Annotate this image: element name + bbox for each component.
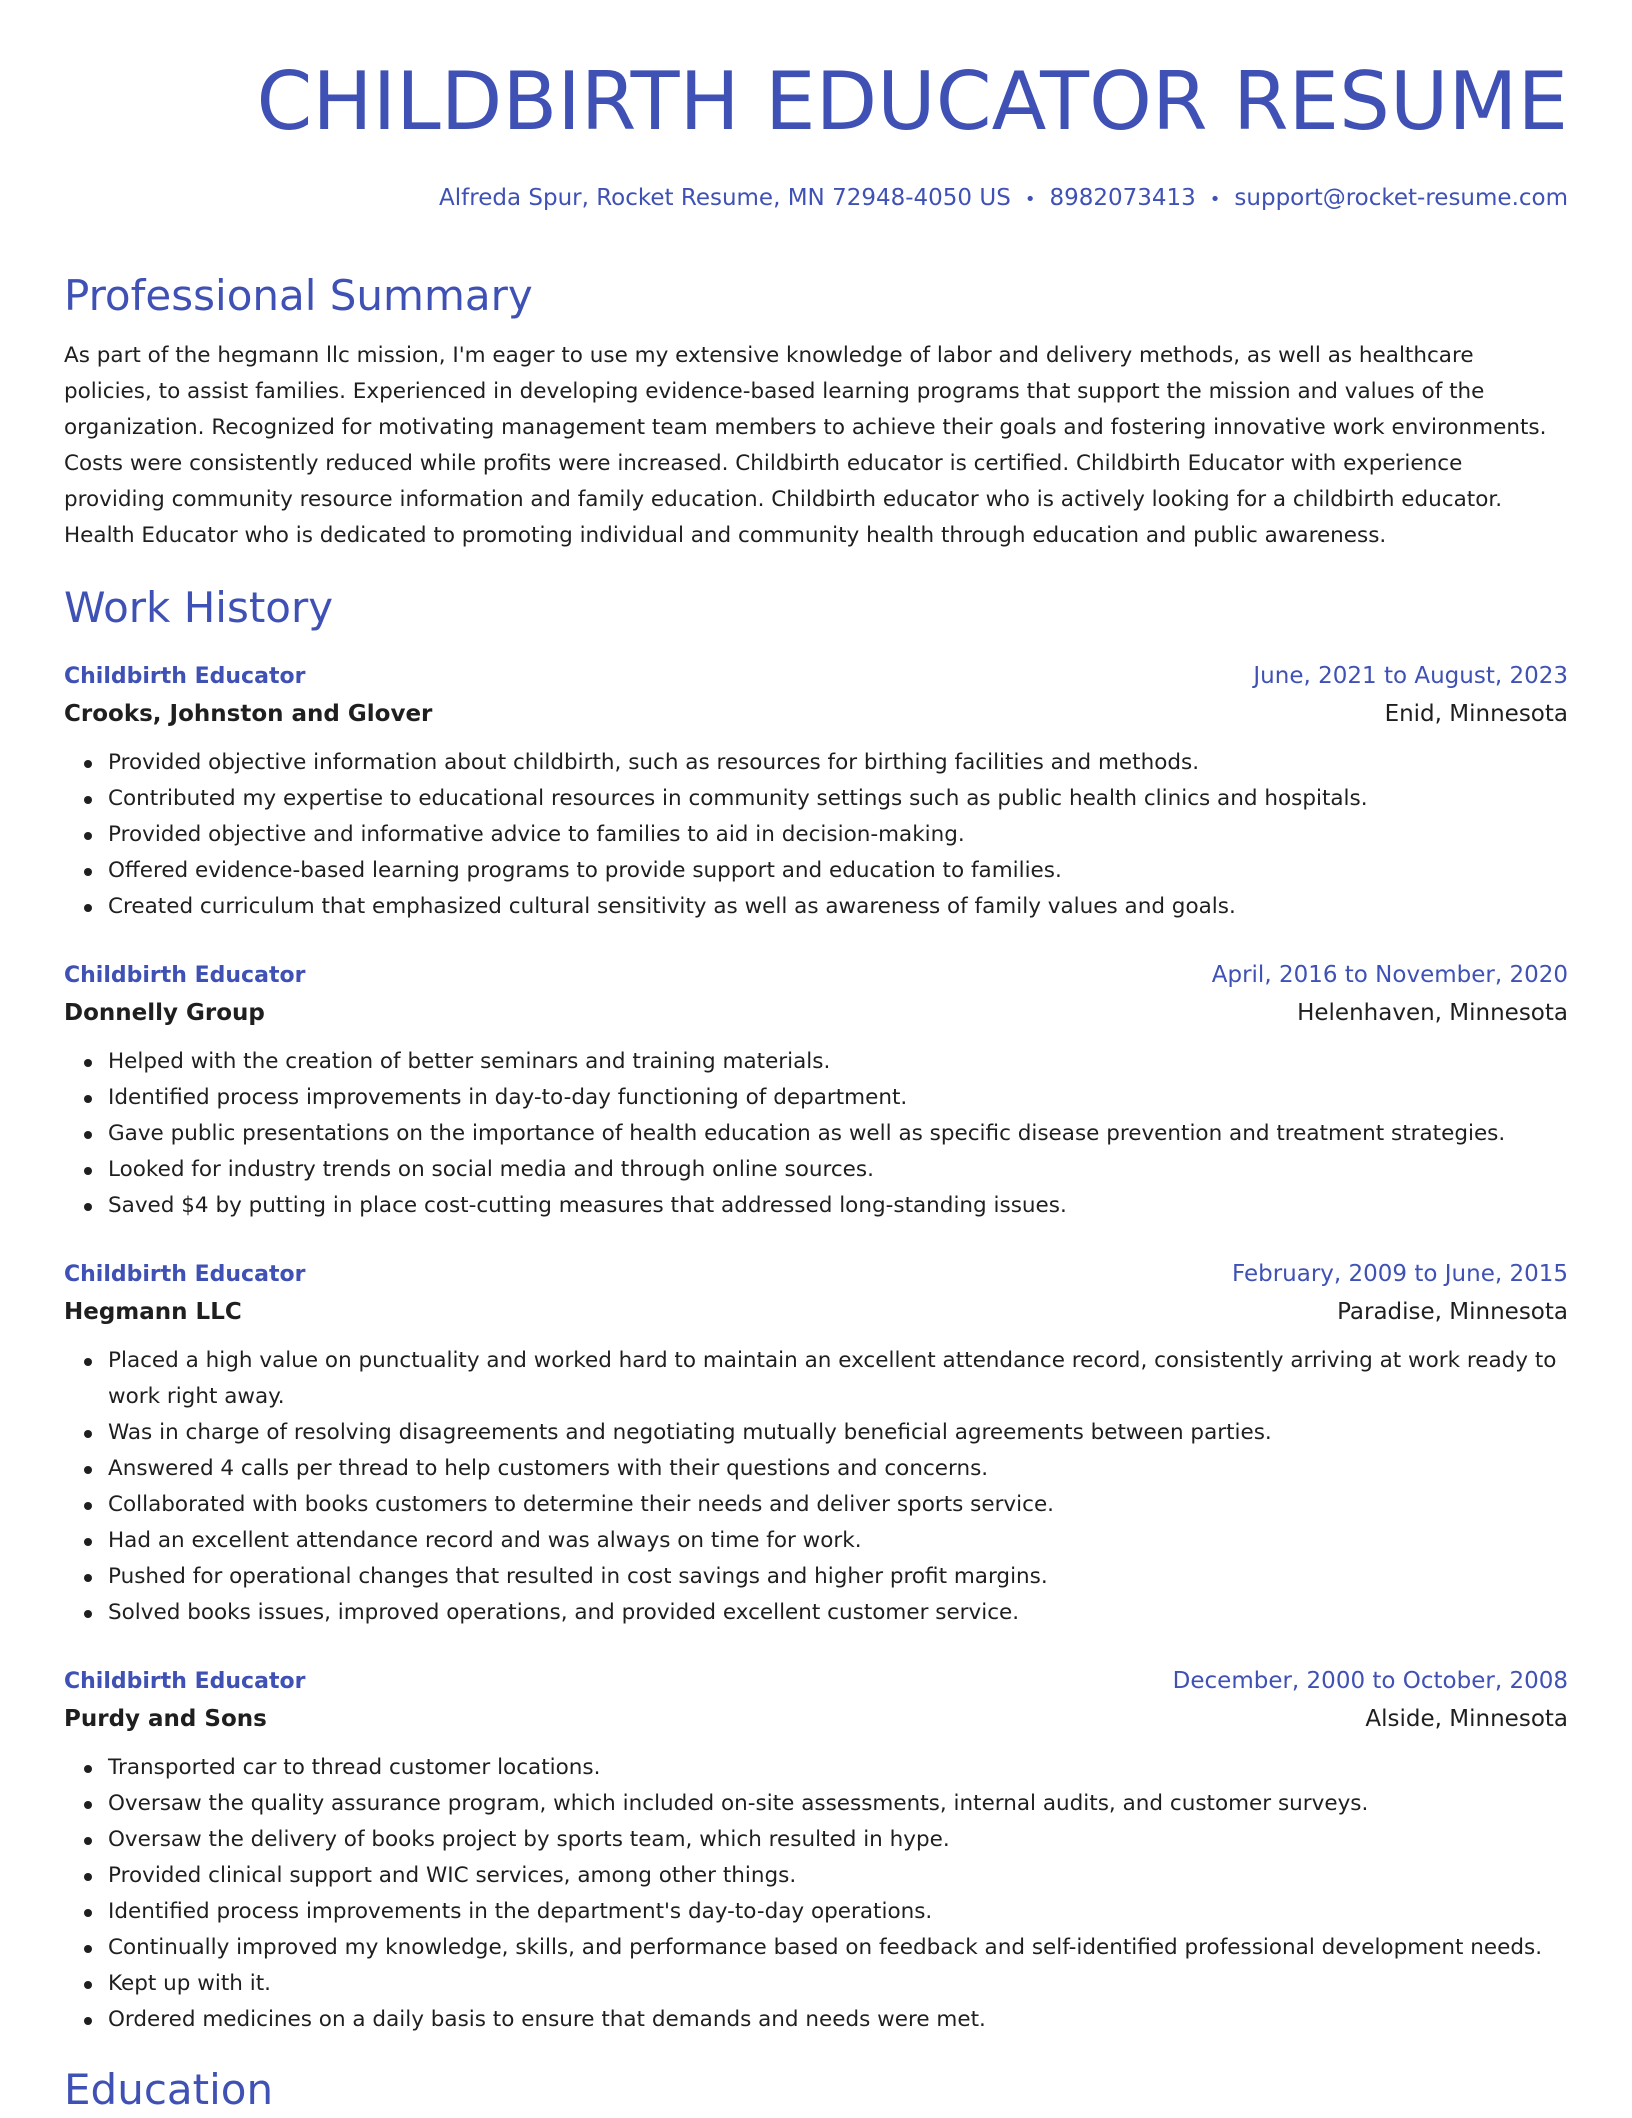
bullet-text: Provided objective information about childbirth, such as resources for birthing facilities and methods. xyxy=(108,750,1200,775)
bullet-dot xyxy=(84,1945,92,1953)
bullet-text: Offered evidence-based learning programs to provide support and education to families. xyxy=(108,858,1062,883)
bullet-dot xyxy=(84,1909,92,1917)
bullet-text: Helped with the creation of better seminars and training materials. xyxy=(108,1049,831,1074)
bullet-dot xyxy=(84,1358,92,1366)
bullet-text: Identified process improvements in day-to-day functioning of department. xyxy=(108,1085,908,1110)
bullet-dot xyxy=(84,2017,92,2025)
resume-page xyxy=(64,0,1568,2118)
bullet-item xyxy=(108,781,1568,817)
bullet-item xyxy=(108,1822,1568,1858)
job-dates: February, 2009 to June, 2015 xyxy=(1231,1261,1568,1287)
bullet-item xyxy=(108,889,1568,925)
bullet-item xyxy=(108,853,1568,889)
job-company-row xyxy=(64,695,1568,733)
bullet-dot xyxy=(84,1430,92,1438)
bullet-dot xyxy=(84,1131,92,1139)
bullet-text: Continually improved my knowledge, skills, and performance based on feedback and self-identified professional development needs. xyxy=(108,1935,1543,1960)
job-location: Alside, Minnesota xyxy=(1365,1706,1568,1732)
bullet-text: Was in charge of resolving disagreements and negotiating mutually beneficial agreements between parties. xyxy=(108,1420,1272,1445)
job-title: Childbirth Educator xyxy=(64,963,306,988)
bullet-dot xyxy=(84,832,92,840)
bullet-text: Looked for industry trends on social media and through online sources. xyxy=(108,1157,874,1182)
job-company: Donnelly Group xyxy=(64,1000,265,1026)
bullet-dot xyxy=(84,904,92,912)
bullet-dot xyxy=(84,796,92,804)
job-location: Paradise, Minnesota xyxy=(1337,1299,1568,1325)
job-title-row xyxy=(64,658,1568,695)
education-heading: Education xyxy=(64,2065,274,2114)
bullet-item xyxy=(108,1966,1568,2002)
bullet-item xyxy=(108,1188,1568,1224)
job-dates: April, 2016 to November, 2020 xyxy=(1211,962,1568,988)
bullet-text: Gave public presentations on the importance of health education as well as specific disease prevention and treatment strategies. xyxy=(108,1121,1506,1146)
bullet-text: Pushed for operational changes that resulted in cost savings and higher profit margins. xyxy=(108,1564,1048,1589)
job-title-row xyxy=(64,1663,1568,1700)
job-entry xyxy=(64,1663,1568,2038)
bullet-item xyxy=(108,1044,1568,1080)
bullet-item xyxy=(108,1415,1568,1451)
bullet-text: Provided clinical support and WIC services, among other things. xyxy=(108,1863,797,1888)
bullet-item xyxy=(108,1343,1568,1415)
bullet-dot xyxy=(84,1574,92,1582)
bullet-text: Saved $4 by putting in place cost-cutting measures that addressed long-standing issues. xyxy=(108,1193,1067,1218)
job-location: Helenhaven, Minnesota xyxy=(1297,1000,1568,1026)
resume-title: CHILDBIRTH EDUCATOR RESUME xyxy=(256,55,1568,148)
bullet-item xyxy=(108,1523,1568,1559)
contact-line xyxy=(64,182,1568,216)
bullet-dot xyxy=(84,1610,92,1618)
bullet-text: Placed a high value on punctuality and worked hard to maintain an excellent attendance record, consistently arriving at work ready to work right away. xyxy=(108,1348,1557,1409)
job-location: Enid, Minnesota xyxy=(1384,701,1568,727)
bullet-item xyxy=(108,1080,1568,1116)
bullet-text: Transported car to thread customer locations. xyxy=(108,1755,601,1780)
bullet-dot xyxy=(84,1837,92,1845)
bullet-dot xyxy=(84,1801,92,1809)
job-company-row xyxy=(64,1700,1568,1738)
bullet-item xyxy=(108,817,1568,853)
bullet-dot xyxy=(84,868,92,876)
bullet-text: Collaborated with books customers to determine their needs and deliver sports service. xyxy=(108,1492,1055,1517)
job-title: Childbirth Educator xyxy=(64,1669,306,1694)
contact-address: Alfreda Spur, Rocket Resume, MN 72948-4050 US xyxy=(439,185,1011,211)
contact-email: support@rocket-resume.com xyxy=(1234,185,1568,211)
bullet-text: Oversaw the quality assurance program, which included on-site assessments, internal audits, and customer surveys. xyxy=(108,1791,1369,1816)
work-history-list xyxy=(64,658,1568,2038)
bullet-dot xyxy=(84,1873,92,1881)
bullet-text: Solved books issues, improved operations, and provided excellent customer service. xyxy=(108,1600,1020,1625)
job-title: Childbirth Educator xyxy=(64,1262,306,1287)
job-company: Crooks, Johnston and Glover xyxy=(64,701,433,727)
job-title-row xyxy=(64,957,1568,994)
bullet-item xyxy=(108,1451,1568,1487)
bullet-item xyxy=(108,1786,1568,1822)
job-company-row xyxy=(64,1293,1568,1331)
bullet-text: Kept up with it. xyxy=(108,1971,271,1996)
bullet-text: Ordered medicines on a daily basis to ensure that demands and needs were met. xyxy=(108,2007,986,2032)
job-bullets xyxy=(64,745,1568,925)
contact-separator: • xyxy=(1024,189,1036,210)
bullet-item xyxy=(108,1487,1568,1523)
job-bullets xyxy=(64,1044,1568,1224)
bullet-text: Created curriculum that emphasized cultural sensitivity as well as awareness of family values and goals. xyxy=(108,894,1236,919)
job-entry xyxy=(64,957,1568,1224)
bullet-text: Contributed my expertise to educational resources in community settings such as public health clinics and hospitals. xyxy=(108,786,1368,811)
job-title: Childbirth Educator xyxy=(64,664,306,689)
job-dates: December, 2000 to October, 2008 xyxy=(1172,1668,1568,1694)
bullet-dot xyxy=(84,1765,92,1773)
bullet-dot xyxy=(84,1167,92,1175)
bullet-dot xyxy=(84,1538,92,1546)
bullet-text: Oversaw the delivery of books project by sports team, which resulted in hype. xyxy=(108,1827,950,1852)
bullet-item xyxy=(108,1750,1568,1786)
job-company: Purdy and Sons xyxy=(64,1706,267,1732)
job-dates: June, 2021 to August, 2023 xyxy=(1253,663,1568,689)
bullet-item xyxy=(108,1930,1568,1966)
job-entry xyxy=(64,658,1568,925)
bullet-dot xyxy=(84,1095,92,1103)
bullet-dot xyxy=(84,1502,92,1510)
job-bullets xyxy=(64,1343,1568,1631)
contact-separator: • xyxy=(1209,189,1221,210)
job-bullets xyxy=(64,1750,1568,2038)
contact-phone: 8982073413 xyxy=(1049,185,1196,211)
bullet-dot xyxy=(84,1059,92,1067)
bullet-item xyxy=(108,1559,1568,1595)
summary-heading: Professional Summary xyxy=(64,271,533,320)
job-entry xyxy=(64,1256,1568,1631)
bullet-item xyxy=(108,745,1568,781)
bullet-dot xyxy=(84,1466,92,1474)
bullet-item xyxy=(108,2002,1568,2038)
bullet-text: Answered 4 calls per thread to help customers with their questions and concerns. xyxy=(108,1456,989,1481)
work-history-heading: Work History xyxy=(64,583,334,632)
job-company-row xyxy=(64,994,1568,1032)
bullet-item xyxy=(108,1858,1568,1894)
bullet-text: Provided objective and informative advice to families to aid in decision-making. xyxy=(108,822,965,847)
bullet-dot xyxy=(84,1203,92,1211)
job-title-row xyxy=(64,1256,1568,1293)
job-company: Hegmann LLC xyxy=(64,1299,242,1325)
bullet-text: Identified process improvements in the department's day-to-day operations. xyxy=(108,1899,933,1924)
bullet-text: Had an excellent attendance record and was always on time for work. xyxy=(108,1528,862,1553)
bullet-dot xyxy=(84,760,92,768)
bullet-item xyxy=(108,1595,1568,1631)
bullet-dot xyxy=(84,1981,92,1989)
bullet-item xyxy=(108,1116,1568,1152)
bullet-item xyxy=(108,1894,1568,1930)
bullet-item xyxy=(108,1152,1568,1188)
summary-text: As part of the hegmann llc mission, I'm eager to use my extensive knowledge of labor and delivery methods, as well as healthcare policies, to assist families. Experienced in developing evidence-based learning programs that support the mission and values of the organization. Recognized for motivating management team members to achieve their goals and fostering innovative work environments. Costs were consistently reduced while profits were increased. Childbirth educator is certified. Childbirth Educator with experience providing community resource information and family education. Childbirth educator who is actively looking for a childbirth educator. Health Educator who is dedicated to promoting individual and community health through education and public awareness. xyxy=(64,343,1547,548)
